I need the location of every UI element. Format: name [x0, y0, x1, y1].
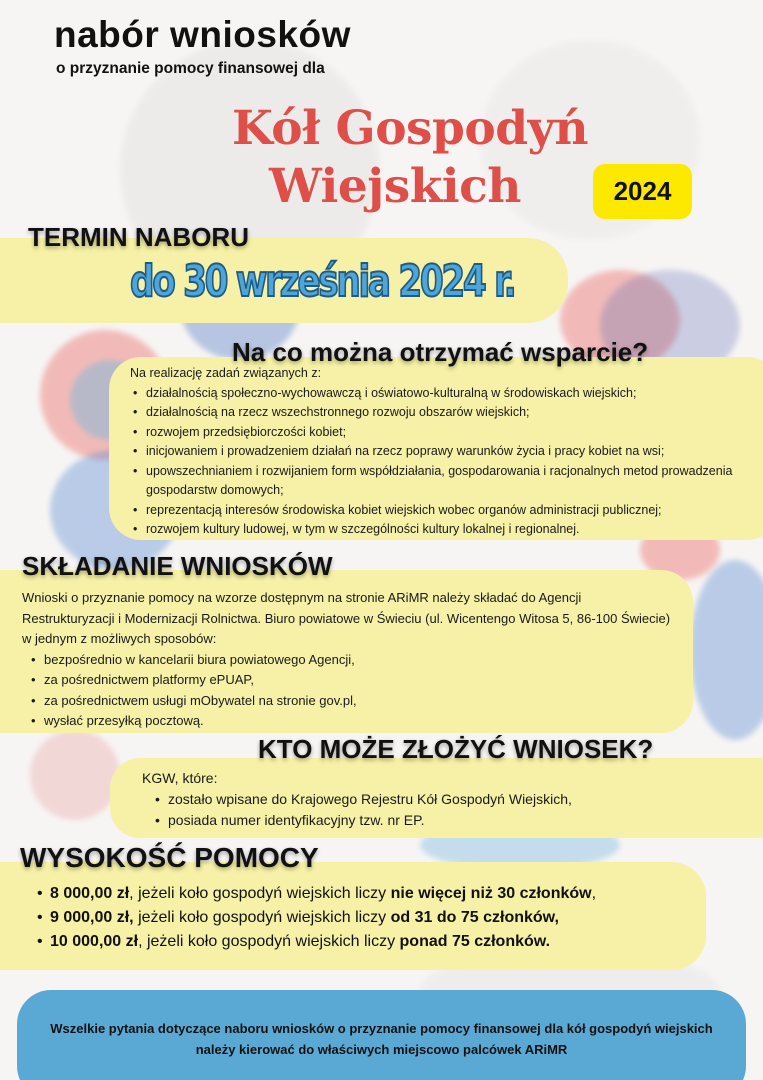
amount-item: • 8 000,00 zł, jeżeli koło gospodyń wiejskich liczy nie więcej niż 30 członków, — [34, 882, 714, 906]
amount-value: 9 000,00 zł, — [50, 909, 134, 926]
submission-item: • za pośrednictwem platformy ePUAP, — [28, 670, 672, 691]
eligibility-list — [152, 789, 742, 831]
submission-content — [22, 588, 672, 732]
support-item: • działalnością na rzecz wszechstronnego rozwoju obszarów wiejskich; — [130, 403, 763, 423]
submission-item: • bezpośrednio w kancelarii biura powiatowego Agencji, — [28, 650, 672, 671]
support-heading: Na co można otrzymać wsparcie? — [232, 337, 649, 367]
support-item: • upowszechnianiem i rozwijaniem form współdziałania, gospodarowania i racjonalnych metod prowadzenia gospodarstw domowych; — [130, 462, 763, 501]
amount-content — [34, 882, 714, 954]
support-item: • reprezentacją interesów środowiska kobiet wiejskich wobec organów administracji publicznej; — [130, 501, 763, 521]
eligibility-heading: KTO MOŻE ZŁOŻYĆ WNIOSEK? — [258, 734, 654, 764]
amount-condition: nie więcej niż 30 członków — [390, 885, 592, 902]
support-item: • inicjowaniem i prowadzeniem działań na rzecz poprawy warunków życia i pracy kobiet na wsi; — [130, 442, 763, 462]
submission-item: • za pośrednictwem usługi mObywatel na stronie gov.pl, — [28, 691, 672, 712]
amount-condition: od 31 do 75 członków, — [390, 909, 559, 926]
submission-heading: SKŁADANIE WNIOSKÓW — [22, 551, 333, 581]
amount-value: 10 000,00 zł — [50, 933, 139, 950]
eligibility-item: • posiada numer identyfikacyjny tzw. nr EP. — [152, 810, 742, 831]
support-item: • rozwojem przedsiębiorczości kobiet; — [130, 423, 763, 443]
deadline-date: do 30 września 2024 r. — [130, 256, 515, 307]
amount-heading: WYSOKOŚĆ POMOCY — [20, 842, 319, 873]
support-list — [130, 384, 763, 540]
submission-intro: Wnioski o przyznanie pomocy na wzorze dostępnym na stronie ARiMR należy składać do Agencji Restrukturyzacji i Modernizacji Rolnictwa. Biuro powiatowe w Świeciu (ul. Wicentengo Witosa 5, 86-100 Świecie) w jednym z możliwych sposobów: — [22, 590, 671, 646]
amount-list — [34, 882, 714, 954]
amount-item: • 9 000,00 zł, jeżeli koło gospodyń wiejskich liczy od 31 do 75 członków, — [34, 906, 714, 930]
footer-text: Wszelkie pytania dotyczące naboru wniosków o przyznanie pomocy finansowej dla kół gospodyń wiejskich należy kierować do właściwych miejscowo palcówek ARiMR — [50, 1021, 713, 1057]
amount-value: 8 000,00 zł — [50, 885, 130, 902]
eligibility-content — [142, 768, 742, 831]
amount-item: • 10 000,00 zł, jeżeli koło gospodyń wiejskich liczy ponad 75 członków. — [34, 930, 714, 954]
header-title: nabór wniosków — [54, 14, 351, 55]
support-intro: Na realizację zadań związanych z: — [130, 366, 322, 380]
support-content — [130, 364, 763, 540]
submission-list — [28, 650, 672, 732]
support-item: • rozwojem kultury ludowej, w tym w szczególności kultury lokalnej i regionalnej. — [130, 520, 763, 540]
year-badge: 2024 — [593, 164, 692, 219]
deadline-heading: TERMIN NABORU — [28, 222, 249, 252]
submission-item: • wysłać przesyłką pocztową. — [28, 711, 672, 732]
header-subtitle: o przyznanie pomocy finansowej dla — [56, 60, 325, 77]
eligibility-item: • zostało wpisane do Krajowego Rejestru Kół Gospodyń Wiejskich, — [152, 789, 742, 810]
support-item: • działalnością społeczno-wychowawczą i oświatowo-kulturalną w środowiskach wiejskich; — [130, 384, 763, 404]
eligibility-intro: KGW, które: — [142, 770, 218, 786]
amount-condition: ponad 75 członków. — [399, 933, 551, 950]
main-title-line-2: Wiejskich — [269, 159, 521, 214]
main-title-line-1: Kół Gospodyń — [231, 101, 589, 156]
